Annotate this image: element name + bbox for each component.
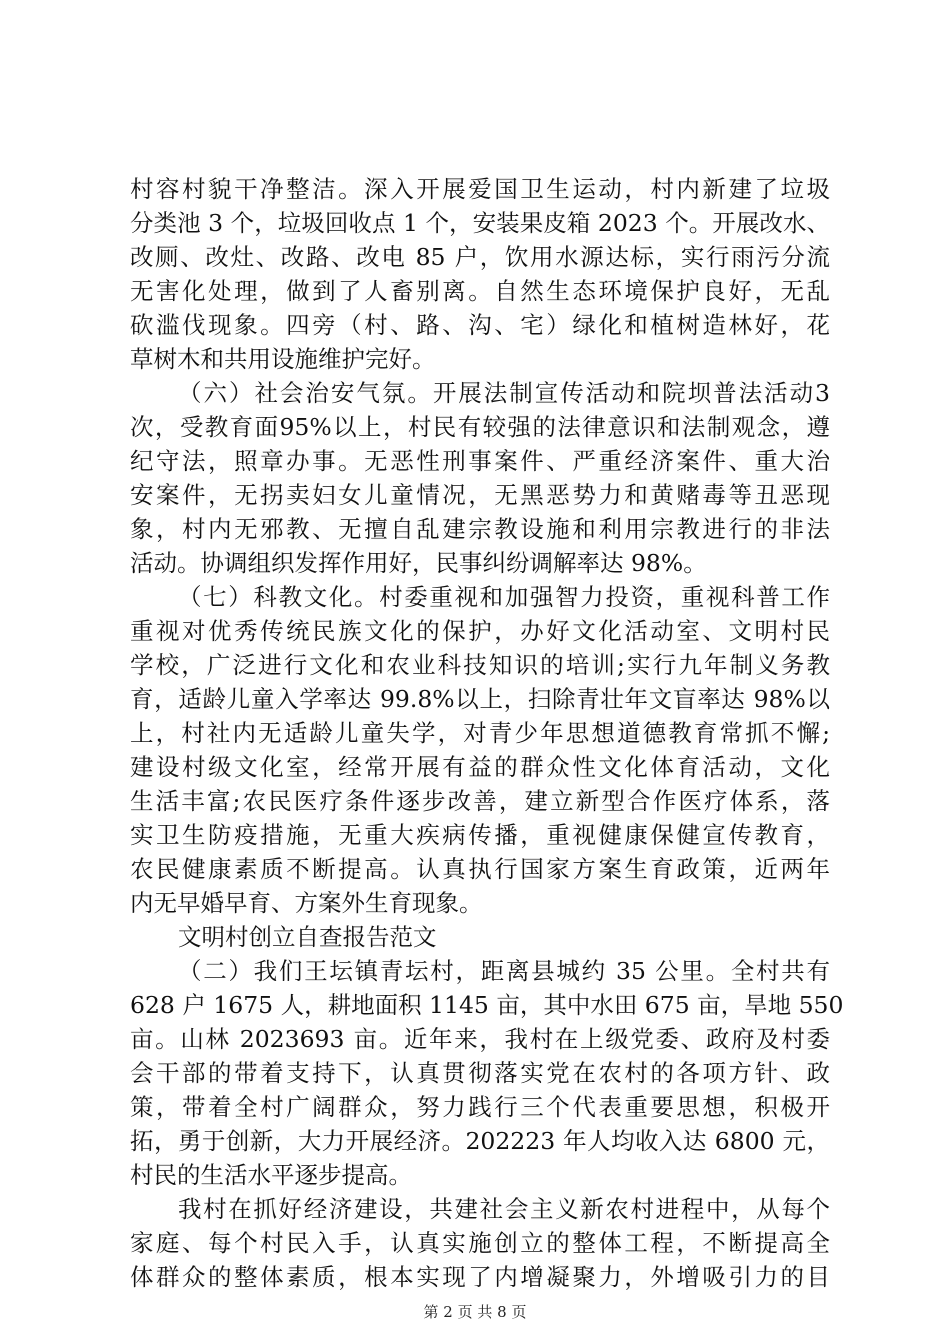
text-line: 学校，广泛进行文化和农业科技知识的培训;实行九年制义务教 bbox=[130, 651, 830, 679]
text-line: 亩。山林 2023693 亩。近年来，我村在上级党委、政府及村委 bbox=[130, 1025, 830, 1053]
text-line: 内无早婚早育、方案外生育现象。 bbox=[130, 889, 483, 917]
text-line: 分类池 3 个，垃圾回收点 1 个，安装果皮箱 2023 个。开展改水、 bbox=[130, 209, 830, 237]
text-line: 次，受教育面95%以上，村民有较强的法律意识和法制观念，遵 bbox=[130, 413, 830, 441]
text-line: 育，适龄儿童入学率达 99.8%以上，扫除青壮年文盲率达 98%以 bbox=[130, 685, 830, 713]
text-line: 村民的生活水平逐步提高。 bbox=[130, 1161, 412, 1189]
text-line: 策，带着全村广阔群众，努力践行三个代表重要思想，积极开 bbox=[130, 1093, 830, 1121]
text-line: 会干部的带着支持下，认真贯彻落实党在农村的各项方针、政 bbox=[130, 1059, 830, 1087]
section-heading-line: （二）我们王坛镇青坛村，距离县城约 35 公里。全村共有 bbox=[178, 957, 830, 985]
article-title: 文明村创立自查报告范文 bbox=[178, 923, 437, 951]
text-line: 拓，勇于创新，大力开展经济。202223 年人均收入达 6800 元， bbox=[130, 1127, 830, 1155]
text-line: 砍滥伐现象。四旁（村、路、沟、宅）绿化和植树造林好，花 bbox=[130, 311, 830, 339]
text-line: 重视对优秀传统民族文化的保护，办好文化活动室、文明村民 bbox=[130, 617, 830, 645]
section-heading-line: （七）科教文化。村委重视和加强智力投资，重视科普工作 bbox=[178, 583, 830, 611]
text-line: 体群众的整体素质，根本实现了内增凝聚力，外增吸引力的目 bbox=[130, 1263, 830, 1291]
text-line: 村容村貌干净整洁。深入开展爱国卫生运动，村内新建了垃圾 bbox=[130, 175, 830, 203]
text-line: 上，村社内无适龄儿童失学，对青少年思想道德教育常抓不懈; bbox=[130, 719, 830, 747]
text-line: 改厕、改灶、改路、改电 85 户，饮用水源达标，实行雨污分流 bbox=[130, 243, 830, 271]
text-line: 实卫生防疫措施，无重大疾病传播，重视健康保健宣传教育， bbox=[130, 821, 830, 849]
text-line: 建设村级文化室，经常开展有益的群众性文化体育活动，文化 bbox=[130, 753, 830, 781]
text-line: 纪守法，照章办事。无恶性刑事案件、严重经济案件、重大治 bbox=[130, 447, 830, 475]
text-line: 生活丰富;农民医疗条件逐步改善，建立新型合作医疗体系，落 bbox=[130, 787, 830, 815]
text-line: 无害化处理，做到了人畜别离。自然生态环境保护良好，无乱 bbox=[130, 277, 830, 305]
text-line: 安案件，无拐卖妇女儿童情况，无黑恶势力和黄赌毒等丑恶现 bbox=[130, 481, 830, 509]
text-line: 活动。协调组织发挥作用好，民事纠纷调解率达 98%。 bbox=[130, 549, 707, 577]
text-line: 农民健康素质不断提高。认真执行国家方案生育政策，近两年 bbox=[130, 855, 830, 883]
section-heading-line: （六）社会治安气氛。开展法制宣传活动和院坝普法活动3 bbox=[178, 379, 830, 407]
page-number-footer: 第 2 页 共 8 页 bbox=[423, 1303, 527, 1321]
paragraph-first-line: 我村在抓好经济建设，共建社会主义新农村进程中，从每个 bbox=[178, 1195, 830, 1223]
text-line: 628 户 1675 人，耕地面积 1145 亩，其中水田 675 亩，旱地 550 bbox=[130, 991, 844, 1019]
text-line: 象，村内无邪教、无擅自乱建宗教设施和利用宗教进行的非法 bbox=[130, 515, 830, 543]
text-line: 家庭、每个村民入手，认真实施创立的整体工程，不断提高全 bbox=[130, 1229, 830, 1257]
text-line: 草树木和共用设施维护完好。 bbox=[130, 345, 436, 373]
